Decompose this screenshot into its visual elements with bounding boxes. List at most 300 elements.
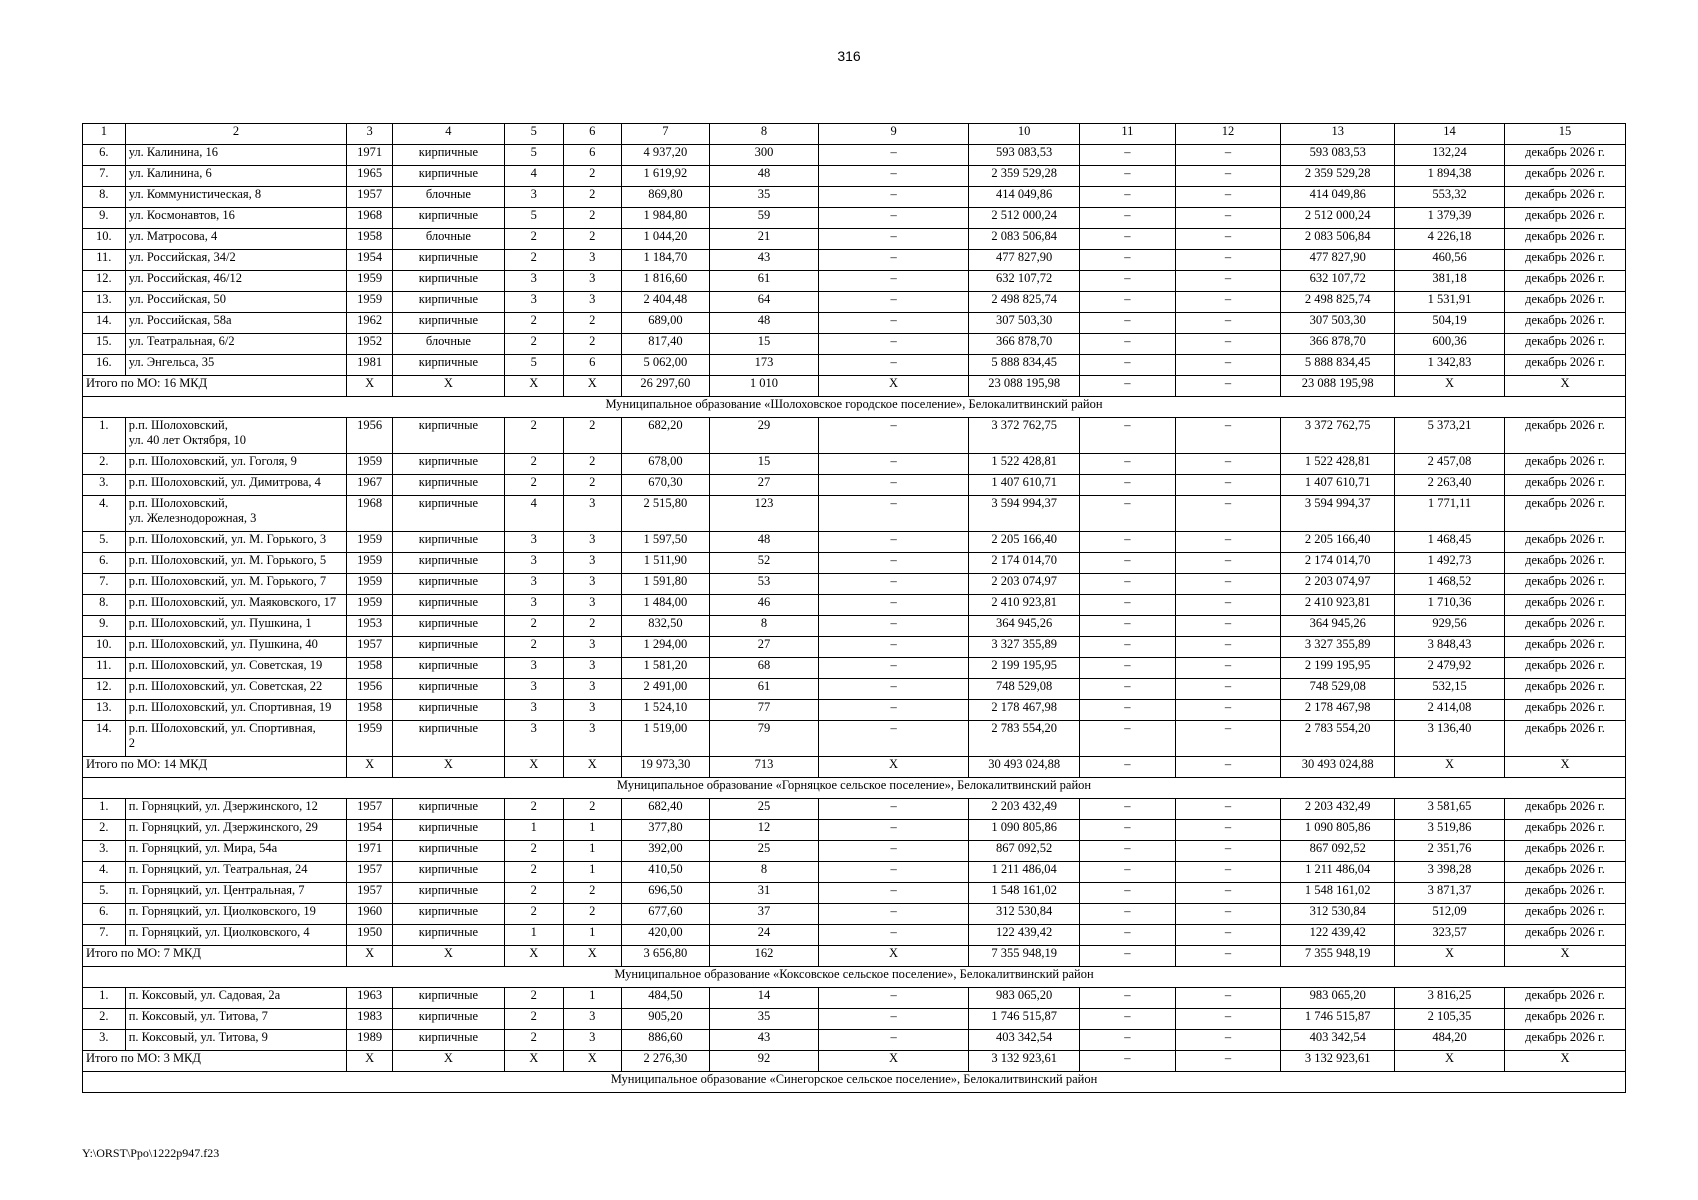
cell-total-area: 410,50 [621, 862, 709, 883]
cell-deadline: декабрь 2026 г. [1504, 574, 1625, 595]
cell-col-11: – [1080, 334, 1176, 355]
cell-floors: 3 [504, 658, 563, 679]
cell-deadline: декабрь 2026 г. [1504, 454, 1625, 475]
cell-col-12: – [1175, 883, 1281, 904]
cell-deadline: декабрь 2026 г. [1504, 700, 1625, 721]
table-body [83, 124, 1626, 1093]
subtotal-build-year: X [347, 1051, 393, 1072]
cell-wall-material: кирпичные [393, 658, 505, 679]
cell-entrances: 2 [563, 883, 621, 904]
cell-row-number: 7. [83, 925, 126, 946]
cell-deadline: декабрь 2026 г. [1504, 166, 1625, 187]
cell-cost-per-sqm: 1 531,91 [1395, 292, 1505, 313]
column-number: 13 [1281, 124, 1395, 145]
cell-build-year: 1963 [347, 988, 393, 1009]
cell-cost-program: 2 203 432,49 [1281, 799, 1395, 820]
cell-build-year: 1952 [347, 334, 393, 355]
cell-entrances: 3 [563, 1009, 621, 1030]
cell-address: ул. Энгельса, 35 [125, 355, 347, 376]
table-row [83, 595, 1626, 616]
cell-wall-material: кирпичные [393, 904, 505, 925]
cell-cost-program: 983 065,20 [1281, 988, 1395, 1009]
subtotal-deadline: X [1504, 376, 1625, 397]
cell-cost-per-sqm: 553,32 [1395, 187, 1505, 208]
cell-deadline: декабрь 2026 г. [1504, 313, 1625, 334]
cell-residents: 48 [710, 532, 819, 553]
cell-row-number: 14. [83, 313, 126, 334]
cell-cost-per-sqm: 1 894,38 [1395, 166, 1505, 187]
cell-entrances: 3 [563, 658, 621, 679]
subtotal-build-year: X [347, 757, 393, 778]
cell-address: р.п. Шолоховский, ул. Димитрова, 4 [125, 475, 347, 496]
cell-total-area: 420,00 [621, 925, 709, 946]
cell-cost-total: 2 359 529,28 [969, 166, 1080, 187]
subtotal-cost-program: 23 088 195,98 [1281, 376, 1395, 397]
section-heading: Муниципальное образование «Шолоховское городское поселение», Белокалитвинский район [83, 397, 1626, 418]
cell-col-12: – [1175, 799, 1281, 820]
cell-row-number: 2. [83, 454, 126, 475]
cell-address: п. Горняцкий, ул. Дзержинского, 12 [125, 799, 347, 820]
cell-address: р.п. Шолоховский, ул. 40 лет Октября, 10 [125, 418, 347, 454]
cell-col-11: – [1080, 799, 1176, 820]
cell-deadline: декабрь 2026 г. [1504, 250, 1625, 271]
cell-row-number: 12. [83, 271, 126, 292]
cell-build-year: 1958 [347, 658, 393, 679]
cell-build-year: 1953 [347, 616, 393, 637]
cell-floors: 2 [504, 862, 563, 883]
cell-row-number: 4. [83, 496, 126, 532]
cell-cost-total: 3 594 994,37 [969, 496, 1080, 532]
cell-wall-material: кирпичные [393, 721, 505, 757]
subtotal-deadline: X [1504, 946, 1625, 967]
cell-deadline: декабрь 2026 г. [1504, 418, 1625, 454]
cell-residents: 8 [710, 616, 819, 637]
cell-col-9: – [818, 454, 968, 475]
cell-col-11: – [1080, 418, 1176, 454]
cell-cost-total: 3 327 355,89 [969, 637, 1080, 658]
cell-residents: 37 [710, 904, 819, 925]
cell-cost-program: 1 407 610,71 [1281, 475, 1395, 496]
cell-entrances: 2 [563, 475, 621, 496]
cell-col-12: – [1175, 595, 1281, 616]
cell-col-9: – [818, 1009, 968, 1030]
subtotal-cost-total: 3 132 923,61 [969, 1051, 1080, 1072]
cell-total-area: 484,50 [621, 988, 709, 1009]
cell-cost-total: 307 503,30 [969, 313, 1080, 334]
cell-col-12: – [1175, 292, 1281, 313]
cell-row-number: 12. [83, 679, 126, 700]
cell-col-9: – [818, 229, 968, 250]
cell-cost-program: 1 211 486,04 [1281, 862, 1395, 883]
subtotal-cost-program: 3 132 923,61 [1281, 1051, 1395, 1072]
cell-floors: 2 [504, 313, 563, 334]
cell-cost-program: 414 049,86 [1281, 187, 1395, 208]
cell-col-12: – [1175, 1030, 1281, 1051]
cell-col-9: – [818, 862, 968, 883]
subtotal-col-11: – [1080, 1051, 1176, 1072]
cell-floors: 2 [504, 418, 563, 454]
cell-cost-total: 748 529,08 [969, 679, 1080, 700]
cell-cost-total: 1 746 515,87 [969, 1009, 1080, 1030]
cell-deadline: декабрь 2026 г. [1504, 208, 1625, 229]
cell-build-year: 1957 [347, 799, 393, 820]
cell-total-area: 1 184,70 [621, 250, 709, 271]
cell-build-year: 1965 [347, 166, 393, 187]
cell-cost-per-sqm: 532,15 [1395, 679, 1505, 700]
cell-cost-program: 3 327 355,89 [1281, 637, 1395, 658]
cell-floors: 3 [504, 187, 563, 208]
table-row [83, 475, 1626, 496]
cell-wall-material: кирпичные [393, 532, 505, 553]
cell-address: ул. Матросова, 4 [125, 229, 347, 250]
cell-address: п. Коксовый, ул. Титова, 7 [125, 1009, 347, 1030]
cell-row-number: 2. [83, 820, 126, 841]
table-row [83, 679, 1626, 700]
cell-cost-per-sqm: 2 457,08 [1395, 454, 1505, 475]
cell-entrances: 2 [563, 208, 621, 229]
table-row [83, 658, 1626, 679]
cell-cost-per-sqm: 323,57 [1395, 925, 1505, 946]
cell-col-12: – [1175, 679, 1281, 700]
cell-cost-program: 403 342,54 [1281, 1030, 1395, 1051]
subtotal-cost-program: 7 355 948,19 [1281, 946, 1395, 967]
section-heading-row [83, 1072, 1626, 1093]
cell-address: р.п. Шолоховский, ул. М. Горького, 3 [125, 532, 347, 553]
cell-total-area: 377,80 [621, 820, 709, 841]
cell-col-12: – [1175, 862, 1281, 883]
cell-cost-program: 2 199 195,95 [1281, 658, 1395, 679]
cell-col-11: – [1080, 721, 1176, 757]
cell-row-number: 7. [83, 166, 126, 187]
cell-residents: 77 [710, 700, 819, 721]
cell-floors: 3 [504, 721, 563, 757]
cell-row-number: 6. [83, 553, 126, 574]
cell-total-area: 677,60 [621, 904, 709, 925]
cell-deadline: декабрь 2026 г. [1504, 883, 1625, 904]
cell-cost-program: 593 083,53 [1281, 145, 1395, 166]
cell-col-9: – [818, 418, 968, 454]
cell-address: р.п. Шолоховский, ул. М. Горького, 5 [125, 553, 347, 574]
cell-entrances: 3 [563, 496, 621, 532]
cell-row-number: 1. [83, 988, 126, 1009]
cell-build-year: 1954 [347, 820, 393, 841]
cell-col-11: – [1080, 208, 1176, 229]
cell-wall-material: кирпичные [393, 799, 505, 820]
cell-residents: 79 [710, 721, 819, 757]
table-row [83, 208, 1626, 229]
cell-cost-total: 2 498 825,74 [969, 292, 1080, 313]
cell-col-9: – [818, 145, 968, 166]
subtotal-residents: 1 010 [710, 376, 819, 397]
cell-build-year: 1954 [347, 250, 393, 271]
cell-cost-per-sqm: 460,56 [1395, 250, 1505, 271]
cell-row-number: 9. [83, 208, 126, 229]
cell-wall-material: кирпичные [393, 553, 505, 574]
cell-cost-per-sqm: 2 351,76 [1395, 841, 1505, 862]
subtotal-col-12: – [1175, 376, 1281, 397]
cell-address: р.п. Шолоховский, ул. Советская, 22 [125, 679, 347, 700]
cell-col-12: – [1175, 145, 1281, 166]
cell-wall-material: кирпичные [393, 292, 505, 313]
cell-col-12: – [1175, 988, 1281, 1009]
cell-entrances: 3 [563, 637, 621, 658]
cell-entrances: 2 [563, 904, 621, 925]
cell-col-12: – [1175, 532, 1281, 553]
cell-cost-total: 1 522 428,81 [969, 454, 1080, 475]
cell-residents: 15 [710, 334, 819, 355]
cell-col-12: – [1175, 637, 1281, 658]
cell-build-year: 1950 [347, 925, 393, 946]
cell-total-area: 869,80 [621, 187, 709, 208]
cell-deadline: декабрь 2026 г. [1504, 658, 1625, 679]
cell-build-year: 1968 [347, 208, 393, 229]
cell-build-year: 1958 [347, 229, 393, 250]
cell-col-11: – [1080, 1009, 1176, 1030]
subtotal-col-12: – [1175, 757, 1281, 778]
cell-col-12: – [1175, 496, 1281, 532]
cell-deadline: декабрь 2026 г. [1504, 862, 1625, 883]
subtotal-entrances: X [563, 376, 621, 397]
table-row [83, 553, 1626, 574]
table-row [83, 229, 1626, 250]
cell-total-area: 1 591,80 [621, 574, 709, 595]
cell-cost-program: 2 083 506,84 [1281, 229, 1395, 250]
cell-residents: 35 [710, 1009, 819, 1030]
cell-total-area: 817,40 [621, 334, 709, 355]
cell-col-9: – [818, 841, 968, 862]
cell-entrances: 1 [563, 820, 621, 841]
cell-cost-program: 2 203 074,97 [1281, 574, 1395, 595]
cell-floors: 5 [504, 355, 563, 376]
cell-col-12: – [1175, 553, 1281, 574]
cell-address: р.п. Шолоховский, ул. Железнодорожная, 3 [125, 496, 347, 532]
cell-cost-per-sqm: 1 710,36 [1395, 595, 1505, 616]
cell-col-9: – [818, 313, 968, 334]
cell-cost-per-sqm: 381,18 [1395, 271, 1505, 292]
subtotal-row [83, 757, 1626, 778]
cell-entrances: 3 [563, 292, 621, 313]
cell-cost-per-sqm: 2 479,92 [1395, 658, 1505, 679]
cell-residents: 53 [710, 574, 819, 595]
cell-floors: 2 [504, 1009, 563, 1030]
cell-col-12: – [1175, 475, 1281, 496]
cell-col-12: – [1175, 574, 1281, 595]
cell-wall-material: кирпичные [393, 208, 505, 229]
cell-cost-total: 2 203 074,97 [969, 574, 1080, 595]
cell-row-number: 1. [83, 799, 126, 820]
cell-entrances: 1 [563, 862, 621, 883]
cell-cost-total: 593 083,53 [969, 145, 1080, 166]
cell-floors: 2 [504, 883, 563, 904]
cell-total-area: 1 619,92 [621, 166, 709, 187]
cell-total-area: 832,50 [621, 616, 709, 637]
cell-row-number: 15. [83, 334, 126, 355]
cell-residents: 43 [710, 250, 819, 271]
subtotal-residents: 92 [710, 1051, 819, 1072]
cell-row-number: 10. [83, 637, 126, 658]
column-number: 12 [1175, 124, 1281, 145]
cell-deadline: декабрь 2026 г. [1504, 616, 1625, 637]
cell-col-9: – [818, 166, 968, 187]
cell-floors: 1 [504, 820, 563, 841]
cell-cost-per-sqm: 1 468,45 [1395, 532, 1505, 553]
cell-residents: 15 [710, 454, 819, 475]
cell-entrances: 2 [563, 187, 621, 208]
cell-total-area: 886,60 [621, 1030, 709, 1051]
cell-address: р.п. Шолоховский, ул. Пушкина, 1 [125, 616, 347, 637]
cell-col-12: – [1175, 418, 1281, 454]
cell-cost-total: 403 342,54 [969, 1030, 1080, 1051]
cell-cost-program: 748 529,08 [1281, 679, 1395, 700]
cell-entrances: 3 [563, 553, 621, 574]
cell-build-year: 1959 [347, 292, 393, 313]
cell-col-11: – [1080, 574, 1176, 595]
cell-wall-material: кирпичные [393, 355, 505, 376]
cell-col-11: – [1080, 496, 1176, 532]
cell-row-number: 1. [83, 418, 126, 454]
subtotal-cost-total: 7 355 948,19 [969, 946, 1080, 967]
cell-cost-program: 366 878,70 [1281, 334, 1395, 355]
subtotal-wall-material: X [393, 376, 505, 397]
cell-wall-material: блочные [393, 187, 505, 208]
subtotal-entrances: X [563, 757, 621, 778]
cell-cost-per-sqm: 4 226,18 [1395, 229, 1505, 250]
cell-residents: 29 [710, 418, 819, 454]
cell-col-12: – [1175, 250, 1281, 271]
column-number: 14 [1395, 124, 1505, 145]
cell-cost-program: 2 512 000,24 [1281, 208, 1395, 229]
cell-wall-material: кирпичные [393, 988, 505, 1009]
cell-residents: 173 [710, 355, 819, 376]
cell-cost-program: 364 945,26 [1281, 616, 1395, 637]
cell-cost-per-sqm: 600,36 [1395, 334, 1505, 355]
cell-total-area: 2 491,00 [621, 679, 709, 700]
cell-address: ул. Калинина, 16 [125, 145, 347, 166]
column-number: 3 [347, 124, 393, 145]
cell-floors: 2 [504, 988, 563, 1009]
cell-col-9: – [818, 292, 968, 313]
section-heading: Муниципальное образование «Горняцкое сельское поселение», Белокалитвинский район [83, 778, 1626, 799]
cell-cost-per-sqm: 1 492,73 [1395, 553, 1505, 574]
cell-build-year: 1959 [347, 721, 393, 757]
cell-floors: 3 [504, 553, 563, 574]
subtotal-col-9: X [818, 946, 968, 967]
subtotal-floors: X [504, 946, 563, 967]
cell-cost-program: 477 827,90 [1281, 250, 1395, 271]
cell-build-year: 1957 [347, 637, 393, 658]
cell-cost-program: 5 888 834,45 [1281, 355, 1395, 376]
housing-register-table [82, 123, 1626, 1093]
cell-build-year: 1958 [347, 700, 393, 721]
cell-col-11: – [1080, 313, 1176, 334]
cell-residents: 52 [710, 553, 819, 574]
cell-deadline: декабрь 2026 г. [1504, 925, 1625, 946]
subtotal-label: Итого по МО: 16 МКД [83, 376, 347, 397]
subtotal-wall-material: X [393, 757, 505, 778]
subtotal-row [83, 1051, 1626, 1072]
cell-residents: 48 [710, 166, 819, 187]
cell-deadline: декабрь 2026 г. [1504, 820, 1625, 841]
subtotal-label: Итого по МО: 7 МКД [83, 946, 347, 967]
cell-cost-per-sqm: 132,24 [1395, 145, 1505, 166]
column-number: 11 [1080, 124, 1176, 145]
cell-cost-per-sqm: 1 468,52 [1395, 574, 1505, 595]
column-number: 5 [504, 124, 563, 145]
cell-col-9: – [818, 799, 968, 820]
cell-cost-total: 312 530,84 [969, 904, 1080, 925]
cell-cost-program: 307 503,30 [1281, 313, 1395, 334]
cell-cost-total: 2 205 166,40 [969, 532, 1080, 553]
cell-col-12: – [1175, 313, 1281, 334]
cell-build-year: 1971 [347, 841, 393, 862]
cell-wall-material: кирпичные [393, 925, 505, 946]
cell-address: ул. Российская, 34/2 [125, 250, 347, 271]
cell-total-area: 1 484,00 [621, 595, 709, 616]
cell-floors: 3 [504, 292, 563, 313]
cell-build-year: 1959 [347, 532, 393, 553]
cell-col-9: – [818, 820, 968, 841]
cell-row-number: 8. [83, 187, 126, 208]
cell-wall-material: кирпичные [393, 313, 505, 334]
subtotal-col-11: – [1080, 757, 1176, 778]
cell-cost-total: 2 203 432,49 [969, 799, 1080, 820]
cell-col-12: – [1175, 208, 1281, 229]
cell-col-12: – [1175, 700, 1281, 721]
cell-wall-material: блочные [393, 334, 505, 355]
cell-floors: 5 [504, 145, 563, 166]
table-row [83, 313, 1626, 334]
cell-row-number: 13. [83, 700, 126, 721]
subtotal-label: Итого по МО: 3 МКД [83, 1051, 347, 1072]
subtotal-floors: X [504, 376, 563, 397]
cell-row-number: 11. [83, 250, 126, 271]
column-number: 9 [818, 124, 968, 145]
cell-cost-total: 632 107,72 [969, 271, 1080, 292]
cell-residents: 46 [710, 595, 819, 616]
cell-total-area: 2 404,48 [621, 292, 709, 313]
cell-total-area: 1 511,90 [621, 553, 709, 574]
cell-residents: 21 [710, 229, 819, 250]
subtotal-col-9: X [818, 376, 968, 397]
cell-wall-material: кирпичные [393, 475, 505, 496]
cell-col-9: – [818, 250, 968, 271]
cell-cost-program: 3 594 994,37 [1281, 496, 1395, 532]
cell-col-11: – [1080, 637, 1176, 658]
table-row [83, 496, 1626, 532]
cell-col-12: – [1175, 925, 1281, 946]
cell-row-number: 5. [83, 883, 126, 904]
cell-col-11: – [1080, 229, 1176, 250]
cell-floors: 2 [504, 229, 563, 250]
cell-col-11: – [1080, 988, 1176, 1009]
cell-cost-per-sqm: 3 871,37 [1395, 883, 1505, 904]
cell-residents: 35 [710, 187, 819, 208]
cell-build-year: 1959 [347, 271, 393, 292]
cell-total-area: 689,00 [621, 313, 709, 334]
cell-cost-total: 414 049,86 [969, 187, 1080, 208]
cell-cost-total: 1 548 161,02 [969, 883, 1080, 904]
cell-cost-per-sqm: 3 816,25 [1395, 988, 1505, 1009]
cell-deadline: декабрь 2026 г. [1504, 271, 1625, 292]
subtotal-row [83, 376, 1626, 397]
subtotal-total-area: 2 276,30 [621, 1051, 709, 1072]
cell-residents: 48 [710, 313, 819, 334]
cell-deadline: декабрь 2026 г. [1504, 292, 1625, 313]
cell-col-9: – [818, 574, 968, 595]
cell-total-area: 1 044,20 [621, 229, 709, 250]
cell-row-number: 4. [83, 862, 126, 883]
subtotal-floors: X [504, 1051, 563, 1072]
